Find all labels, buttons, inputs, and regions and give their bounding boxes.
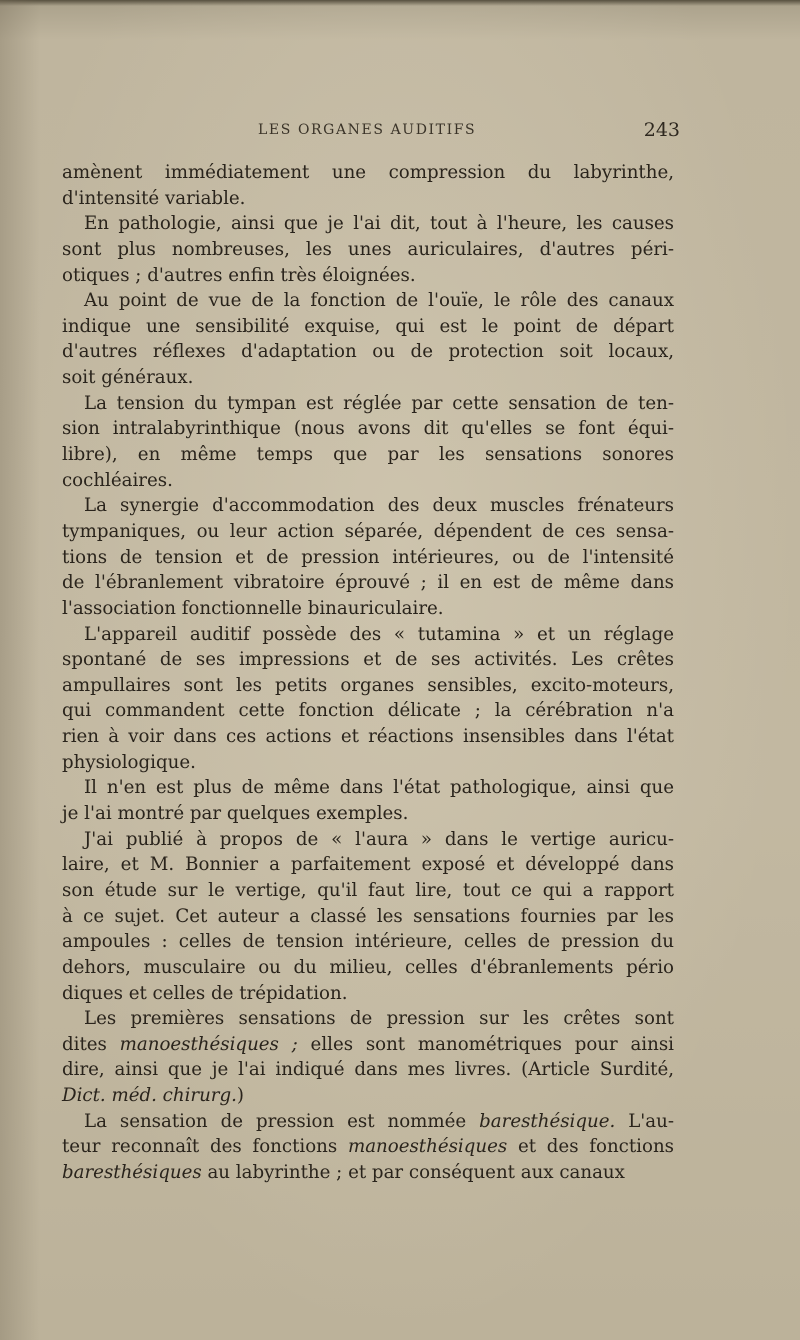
text-segment: d'autres réflexes d'adaptation ou de protection soit locaux,: [62, 341, 674, 363]
body-text: [62, 160, 674, 1186]
text-line: [62, 288, 674, 314]
text-line: [62, 1109, 674, 1135]
text-segment: elles sont manométriques pour ainsi: [297, 1033, 674, 1055]
text-segment: l'association fonctionnelle binauriculaire.: [62, 597, 444, 619]
text-line: [62, 1160, 674, 1186]
text-segment: laire, et M. Bonnier a parfaitement exposé et développé dans: [62, 854, 674, 876]
text-line: [62, 647, 674, 673]
text-line: [62, 596, 674, 622]
text-segment: à ce sujet. Cet auteur a classé les sensations fournies par les: [62, 905, 674, 927]
text-segment: de l'ébranlement vibratoire éprouvé ; il en est de même dans: [62, 572, 674, 594]
text-segment: physiologique.: [62, 751, 196, 773]
text-line: [62, 775, 674, 801]
text-line: [62, 186, 674, 212]
text-segment: qui commandent cette fonction délicate ; la cérébration n'a: [62, 700, 674, 722]
text-segment: libre), en même temps que par les sensations sonores: [62, 444, 674, 466]
text-line: [62, 545, 674, 571]
text-segment: sion intralabyrinthique (nous avons dit qu'elles se font équi-: [62, 418, 674, 440]
page-top-edge-shadow: [0, 0, 800, 6]
text-segment: spontané de ses impressions et de ses activités. Les crêtes: [62, 649, 674, 671]
italic-text-segment: baresthésique.: [479, 1110, 616, 1132]
text-segment: je l'ai montré par quelques exemples.: [62, 803, 409, 825]
text-line: [62, 391, 674, 417]
text-segment: otiques ; d'autres enfin très éloignées.: [62, 264, 416, 286]
text-segment: dehors, musculaire ou du milieu, celles d'ébranlements pério: [62, 956, 674, 978]
text-segment: tions de tension et de pression intérieures, ou de l'intensité: [62, 546, 674, 568]
text-line: [62, 442, 674, 468]
text-segment: soit généraux.: [62, 367, 194, 389]
text-line: [62, 698, 674, 724]
text-line: [62, 493, 674, 519]
text-segment: ): [236, 1085, 245, 1107]
text-line: [62, 416, 674, 442]
text-line: [62, 468, 674, 494]
text-segment: au labyrinthe ; et par conséquent aux canaux: [201, 1161, 625, 1183]
text-line: [62, 929, 674, 955]
text-segment: L'appareil auditif possède des « tutamina » et un réglage: [84, 623, 674, 645]
text-segment: La tension du tympan est réglée par cette sensation de ten-: [84, 392, 674, 414]
text-line: [62, 673, 674, 699]
text-line: [62, 1032, 674, 1058]
text-line: [62, 1006, 674, 1032]
text-line: [62, 1057, 674, 1083]
text-segment: Au point de vue de la fonction de l'ouïe, le rôle des canaux: [84, 290, 674, 312]
text-line: [62, 160, 674, 186]
running-head: LES ORGANES AUDITIFS: [258, 122, 477, 138]
text-line: [62, 904, 674, 930]
text-line: [62, 211, 674, 237]
text-segment: cochléaires.: [62, 469, 173, 491]
text-segment: teur reconnaît des fonctions: [62, 1136, 348, 1158]
text-segment: ampullaires sont les petits organes sensibles, excito-moteurs,: [62, 674, 674, 696]
text-segment: et des fonctions: [507, 1136, 674, 1158]
italic-text-segment: Dict. méd. chirurg.: [62, 1085, 237, 1107]
text-segment: La synergie d'accommodation des deux muscles frénateurs: [84, 495, 674, 517]
text-line: [62, 955, 674, 981]
text-line: [62, 750, 674, 776]
text-line: [62, 801, 674, 827]
text-segment: d'intensité variable.: [62, 187, 246, 209]
text-line: [62, 827, 674, 853]
page-header: [60, 120, 680, 142]
text-segment: J'ai publié à propos de « l'aura » dans le vertige auricu-: [84, 828, 674, 850]
text-segment: dire, ainsi que je l'ai indiqué dans mes livres. (Article Surdité,: [62, 1059, 674, 1081]
text-segment: diques et celles de trépidation.: [62, 982, 348, 1004]
text-line: [62, 263, 674, 289]
text-line: [62, 724, 674, 750]
text-line: [62, 1134, 674, 1160]
text-segment: tympaniques, ou leur action séparée, dépendent de ces sensa-: [62, 520, 674, 542]
text-line: [62, 314, 674, 340]
text-line: [62, 878, 674, 904]
text-line: [62, 339, 674, 365]
text-line: [62, 570, 674, 596]
text-segment: rien à voir dans ces actions et réactions insensibles dans l'état: [62, 726, 674, 748]
italic-text-segment: manoesthésiques ;: [119, 1033, 298, 1055]
text-segment: Il n'en est plus de même dans l'état pathologique, ainsi que: [84, 777, 674, 799]
page-number: 243: [643, 119, 680, 141]
text-line: [62, 622, 674, 648]
text-segment: amènent immédiatement une compression du labyrinthe,: [62, 162, 674, 183]
text-segment: sont plus nombreuses, les unes auriculaires, d'autres péri-: [62, 238, 674, 260]
text-line: [62, 237, 674, 263]
text-segment: En pathologie, ainsi que je l'ai dit, tout à l'heure, les causes: [84, 213, 674, 235]
text-line: [62, 365, 674, 391]
text-line: [62, 981, 674, 1007]
text-segment: L'au-: [615, 1110, 674, 1132]
text-segment: Les premières sensations de pression sur les crêtes sont: [84, 1008, 674, 1030]
text-line: [62, 852, 674, 878]
text-segment: ampoules : celles de tension intérieure, celles de pression du: [62, 931, 674, 953]
text-segment: son étude sur le vertige, qu'il faut lire, tout ce qui a rapport: [62, 879, 674, 901]
italic-text-segment: manoesthésiques: [347, 1136, 508, 1158]
text-line: [62, 1083, 674, 1109]
italic-text-segment: baresthésiques: [62, 1161, 202, 1183]
text-segment: indique une sensibilité exquise, qui est le point de départ: [62, 315, 674, 337]
text-line: [62, 519, 674, 545]
page-gutter-shadow: [0, 0, 40, 1340]
text-segment: dites: [62, 1033, 120, 1055]
text-segment: La sensation de pression est nommée: [84, 1110, 480, 1132]
